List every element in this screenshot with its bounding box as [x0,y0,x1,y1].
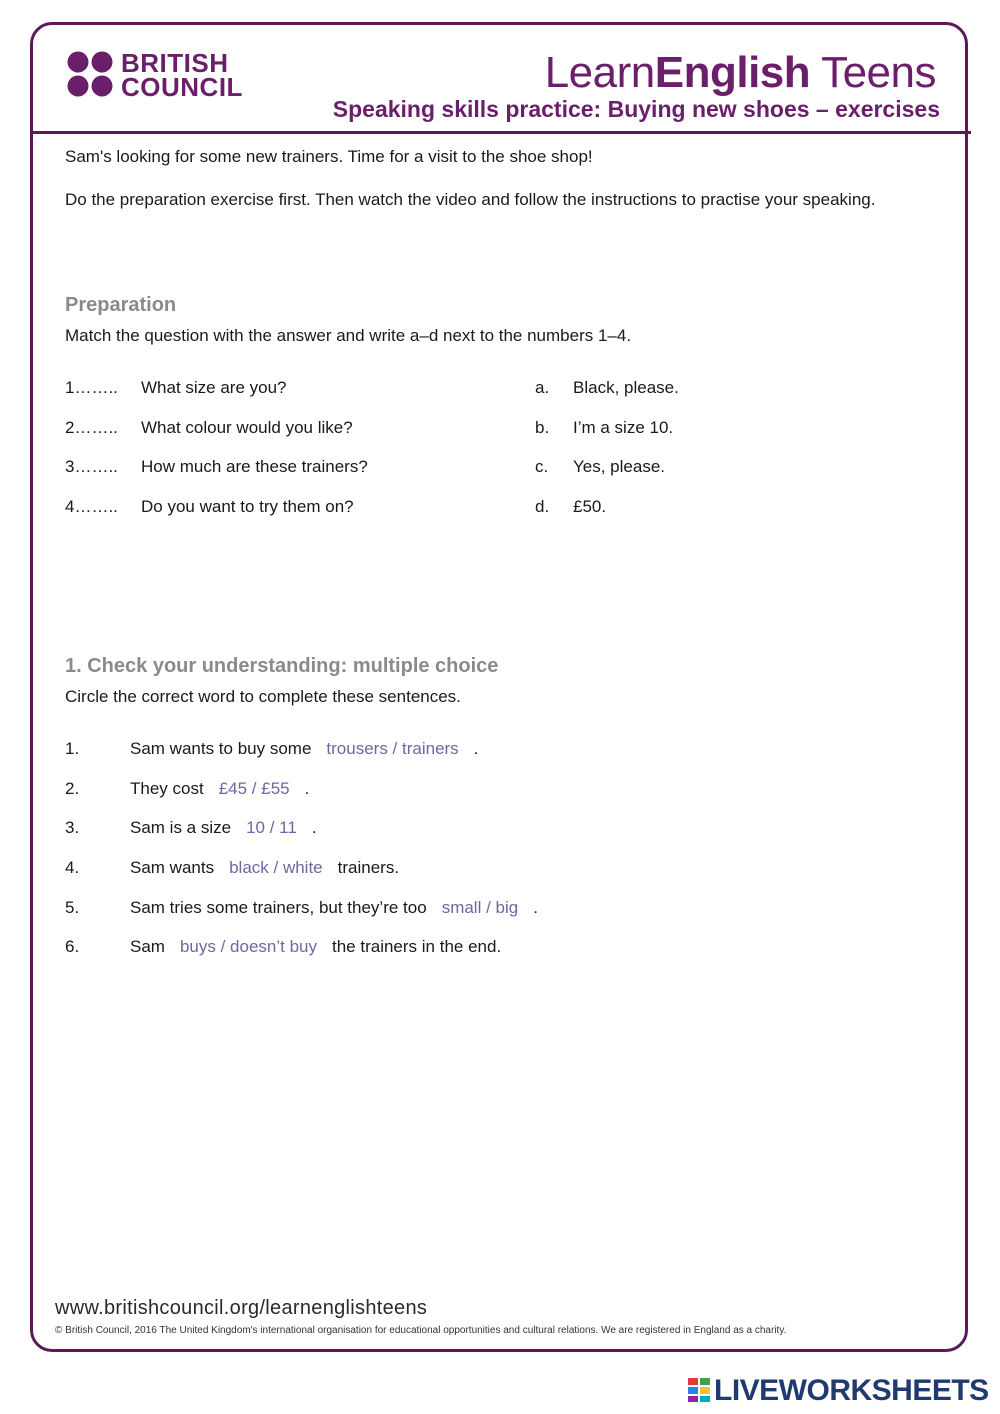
mc-text-before: Sam [130,937,165,956]
british-council-wordmark [121,48,243,102]
match-number[interactable]: 2…….. [65,418,118,437]
match-row [65,378,945,402]
match-number[interactable]: 3…….. [65,457,118,476]
mc-text-before: They cost [130,779,204,798]
match-answer: £50. [573,497,607,516]
mc-number: 4. [65,858,80,877]
match-row [65,497,945,521]
match-letter: d. [535,497,550,516]
british-council-logo [66,48,243,102]
intro-line-1: Sam's looking for some new trainers. Time for a visit to the shoe shop! [65,147,593,166]
mc-number: 5. [65,898,80,917]
match-number[interactable]: 4…….. [65,497,118,516]
mc-number: 1. [65,739,80,758]
mc-text-before: Sam wants to buy some [130,739,312,758]
liveworksheets-logo-icon [688,1378,710,1402]
mc-text-after: trainers. [337,858,400,877]
match-answer: I’m a size 10. [573,418,674,437]
mc-choice[interactable]: small / big [441,898,519,917]
brand-part2: English [654,48,811,97]
mc-text-before: Sam wants [130,858,215,877]
header-divider [30,131,971,134]
match-row [65,418,945,442]
logo-line2: COUNCIL [121,72,243,102]
page-title: Speaking skills practice: Buying new shoes – exercises [332,96,940,122]
match-question: What size are you? [141,378,287,397]
logo-line1: BRITISH [121,48,229,78]
footer-copyright: © British Council, 2016 The United Kingdom's international organisation for educational opportunities and cultural relations. We are registered in England as a charity. [55,1325,787,1336]
mc-number: 6. [65,937,80,956]
brand-part1: Learn [544,48,655,97]
liveworksheets-wordmark: LIVEWORKSHEETS [714,1374,989,1407]
mc-text-after: . [311,818,317,837]
british-council-dots-icon [66,50,116,100]
match-answer: Yes, please. [573,457,665,476]
match-question: How much are these trainers? [141,457,368,476]
match-answer: Black, please. [573,378,679,397]
mc-choice[interactable]: £45 / £55 [218,779,290,798]
multiple-choice-instruction: Circle the correct word to complete these sentences. [65,687,461,706]
mc-choice[interactable]: trousers / trainers [326,739,459,758]
liveworksheets-watermark [688,1374,988,1406]
mc-text-after: the trainers in the end. [332,937,502,956]
mc-number: 2. [65,779,80,798]
preparation-instruction: Match the question with the answer and write a–d next to the numbers 1–4. [65,326,632,345]
mc-text-after: . [533,898,538,917]
footer-url: www.britishcouncil.org/learnenglishteens [55,1297,428,1319]
match-row [65,457,945,481]
match-letter: a. [535,378,550,397]
match-question: What colour would you like? [141,418,353,437]
intro-line-2: Do the preparation exercise first. Then watch the video and follow the instructions to practise your speaking. [65,190,876,209]
mc-choice[interactable]: black / white [229,858,323,877]
match-letter: c. [535,457,549,476]
mc-choice[interactable]: buys / doesn’t buy [179,937,317,956]
brand-part3: Teens [810,48,936,97]
mc-text-before: Sam tries some trainers, but they’re too [130,898,427,917]
preparation-heading: Preparation [65,294,177,316]
multiple-choice-heading: 1. Check your understanding: multiple choice [65,655,499,677]
mc-text-after: . [304,779,310,798]
match-letter: b. [535,418,550,437]
mc-text-after: . [473,739,479,758]
learnenglish-teens-brand [545,48,936,98]
match-number[interactable]: 1…….. [65,378,118,397]
match-question: Do you want to try them on? [141,497,354,516]
mc-text-before: Sam is a size [130,818,232,837]
mc-number: 3. [65,818,80,837]
mc-choice[interactable]: 10 / 11 [246,818,297,837]
